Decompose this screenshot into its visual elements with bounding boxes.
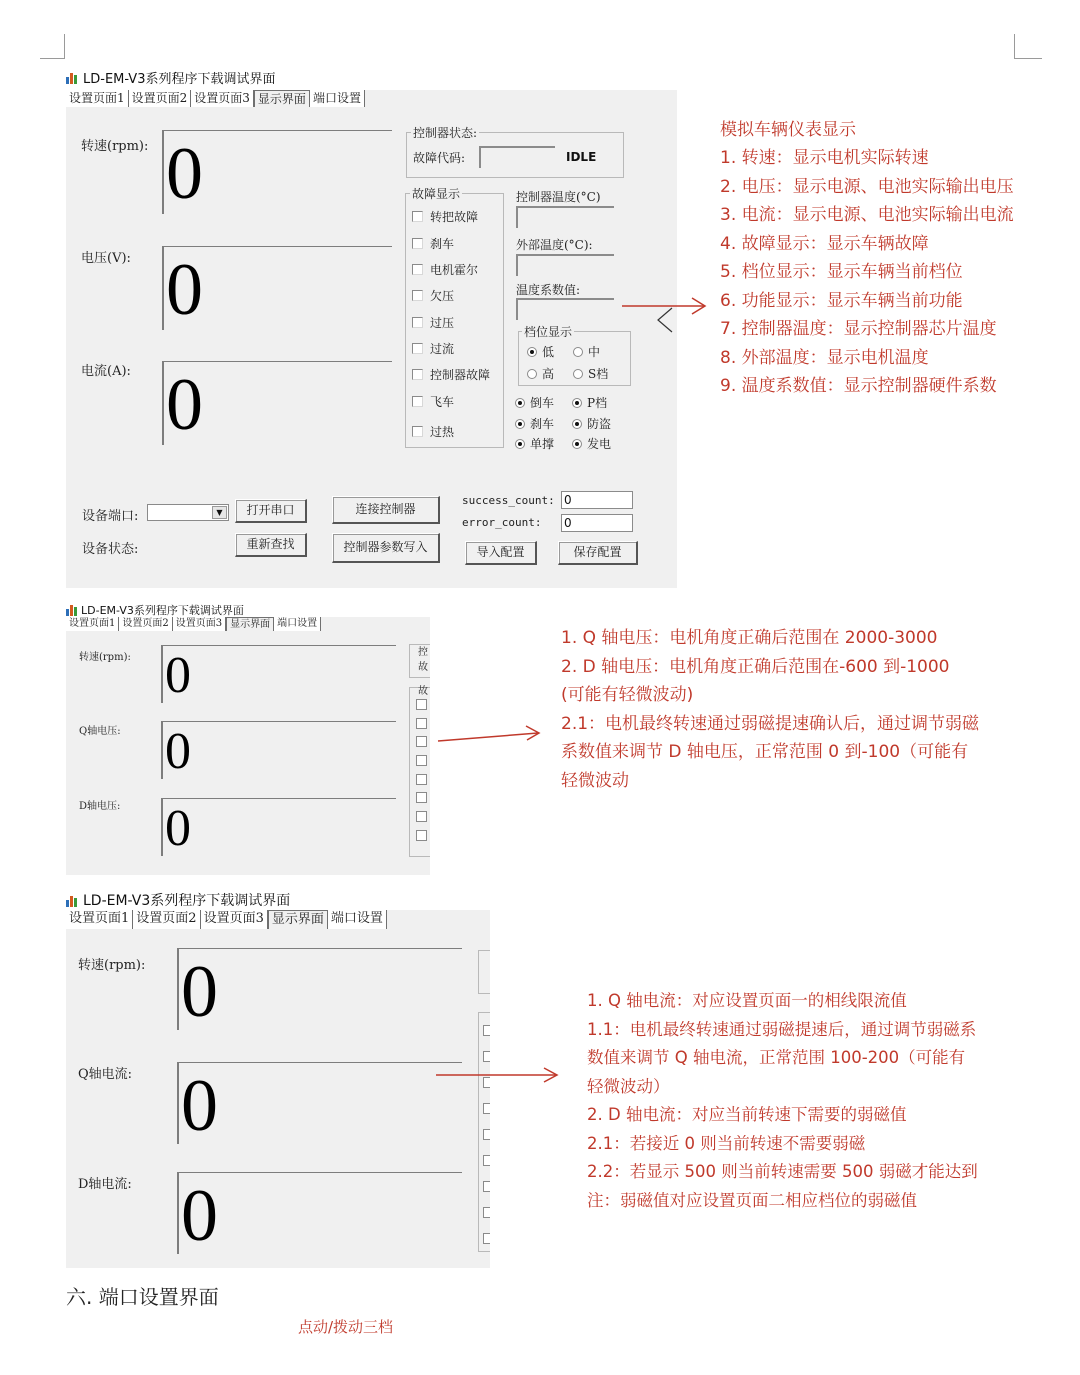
func-anti-theft[interactable]: 防盗: [572, 415, 611, 432]
gear-high-radio[interactable]: 高: [527, 365, 554, 382]
notes2-item: 轻微波动: [561, 770, 629, 791]
fault-checkbox[interactable]: [416, 774, 427, 785]
tab-settings-1[interactable]: 设置页面1: [66, 617, 119, 631]
display-panel-1: [66, 90, 677, 588]
fault-checkbox[interactable]: [483, 1103, 490, 1114]
voltage-gauge: [162, 246, 392, 330]
tab-bar: [66, 617, 321, 631]
app-icon: [66, 71, 79, 84]
fault-code-label: 故障代码:: [413, 151, 466, 165]
arrow-icon: [436, 723, 546, 745]
tab-settings-3[interactable]: 设置页面3: [201, 910, 268, 929]
func-reverse[interactable]: 倒车: [515, 394, 554, 411]
q-voltage-label: Q轴电压:: [79, 726, 121, 737]
fault-code-field: [479, 146, 555, 168]
success-count-label: success_count:: [462, 494, 555, 507]
rpm-value: 0: [166, 133, 203, 215]
func-single-stand[interactable]: 单撑: [515, 435, 554, 452]
tab-port-settings[interactable]: 端口设置: [328, 910, 387, 929]
gear-display-title: 档位显示: [524, 325, 573, 339]
tab-settings-3[interactable]: 设置页面3: [173, 617, 226, 631]
tab-settings-1[interactable]: 设置页面1: [66, 90, 129, 107]
q-voltage-value: 0: [165, 723, 191, 780]
rpm-value: 0: [165, 647, 191, 704]
rpm-gauge: [162, 130, 392, 214]
window-title-2: LD-EM-V3系列程序下载调试界面: [66, 602, 244, 618]
fault-checkbox[interactable]: [416, 792, 427, 803]
import-config-button[interactable]: 导入配置: [465, 541, 537, 565]
fault-checkbox[interactable]: [483, 1155, 490, 1166]
tab-settings-3[interactable]: 设置页面3: [191, 90, 254, 107]
controller-temp-field: [516, 206, 614, 228]
fault-checkbox[interactable]: [416, 699, 427, 710]
fault-checkbox[interactable]: [483, 1207, 490, 1218]
func-generate[interactable]: 发电: [572, 435, 611, 452]
controller-temp-label: 控制器温度(°C): [516, 190, 601, 204]
notes3-item: 注：弱磁值对应设置页面二相应档位的弱磁值: [587, 1190, 917, 1210]
notes1-item: 2. 电压：显示电源、电池实际输出电压: [720, 176, 1014, 197]
rpm-label: 转速(rpm):: [79, 652, 131, 663]
fault-checkbox[interactable]: [416, 736, 427, 747]
tab-display[interactable]: 显示界面: [254, 90, 310, 107]
section-heading: 六. 端口设置界面: [66, 1285, 219, 1309]
q-current-label: Q轴电流:: [78, 1067, 133, 1082]
temp-coef-label: 温度系数值:: [516, 283, 581, 297]
gear-display-group: [518, 325, 631, 386]
voltage-label: 电压(V):: [81, 251, 131, 266]
temp-coef-field: [516, 298, 614, 320]
notes3-item: 1.1：电机最终转速通过弱磁提速后，通过调节弱磁系: [587, 1019, 977, 1039]
tab-port-settings[interactable]: 端口设置: [310, 90, 365, 107]
fault-display-group: [409, 687, 430, 857]
controller-status-group: [409, 644, 430, 678]
q-voltage-gauge: [161, 721, 396, 779]
voltage-value: 0: [166, 249, 203, 331]
fault-overcurrent[interactable]: 过流: [412, 340, 454, 357]
fault-overheat[interactable]: 过热: [412, 423, 454, 440]
tab-display[interactable]: 显示界面: [226, 617, 274, 631]
notes1-item: 6. 功能显示：显示车辆当前功能: [720, 290, 963, 311]
notes2-item: 2.1：电机最终转速通过弱磁提速确认后，通过调节弱磁: [561, 713, 980, 734]
notes2-item: 2. D 轴电压：电机角度正确后范围在-600 到-1000: [561, 656, 950, 677]
fault-runaway[interactable]: 飞车: [412, 393, 454, 410]
d-voltage-gauge: [161, 798, 396, 856]
rpm-gauge: [161, 645, 396, 703]
fault-display-title: 故: [418, 686, 428, 697]
fault-undervoltage[interactable]: 欠压: [412, 287, 454, 304]
fault-checkbox[interactable]: [416, 830, 427, 841]
crop-mark-top-right: [1014, 34, 1042, 59]
rescan-button[interactable]: 重新查找: [235, 533, 307, 557]
q-current-gauge: [177, 1062, 462, 1147]
notes3-list: [587, 987, 978, 1215]
controller-status-group: [406, 126, 624, 178]
notes1-item: 4. 故障显示：显示车辆故障: [720, 233, 929, 254]
gear-low-radio[interactable]: 低: [527, 343, 554, 360]
notes1-title: 模拟车辆仪表显示: [720, 120, 856, 140]
display-panel-3: [66, 910, 490, 1268]
error-count-label: error_count:: [462, 516, 542, 529]
rpm-label: 转速(rpm):: [81, 139, 149, 154]
fault-display-group: [405, 187, 504, 448]
notes3-item: 2.1：若接近 0 则当前转速不需要弱磁: [587, 1133, 866, 1153]
open-port-button[interactable]: 打开串口: [235, 499, 307, 523]
notes3-item: 轻微波动）: [587, 1076, 670, 1096]
gear-s-radio[interactable]: S档: [573, 365, 608, 382]
notes1-item: 3. 电流：显示电源、电池实际输出电流: [720, 205, 1014, 225]
notes1-item: 5. 档位显示：显示车辆当前档位: [720, 262, 963, 282]
tab-settings-1[interactable]: 设置页面1: [66, 910, 133, 929]
error-count-field: [561, 514, 633, 532]
fault-display-title: 故障显示: [412, 187, 461, 201]
device-status-label: 设备状态:: [82, 542, 139, 557]
app-icon: [66, 605, 77, 616]
current-gauge: [162, 361, 392, 445]
notes1-item: 9. 温度系数值：显示控制器硬件系数: [720, 376, 997, 396]
controller-status-title: 控: [418, 647, 428, 658]
tab-settings-2[interactable]: 设置页面2: [129, 90, 192, 107]
fault-throttle[interactable]: 转把故障: [412, 208, 478, 225]
rpm-value: 0: [181, 951, 218, 1033]
notes1-list: [720, 144, 1014, 401]
fault-checkbox[interactable]: [483, 1129, 490, 1140]
tab-display[interactable]: 显示界面: [268, 910, 328, 929]
arrow-icon: [620, 286, 710, 336]
fault-checkbox[interactable]: [483, 1025, 490, 1036]
crop-mark-top-left: [40, 34, 65, 59]
notes1-item: 7. 控制器温度：显示控制器芯片温度: [720, 319, 997, 339]
fault-display-group: [478, 1012, 490, 1252]
notes1-item: 8. 外部温度：显示电机温度: [720, 347, 929, 368]
tab-settings-2[interactable]: 设置页面2: [133, 910, 200, 929]
notes3-item: 数值来调节 Q 轴电流，正常范围 100-200（可能有: [587, 1048, 966, 1067]
display-panel-2: [66, 617, 430, 875]
fault-code-label: 故: [418, 662, 428, 673]
success-count-field: [561, 491, 633, 509]
fault-brake[interactable]: 刹车: [412, 235, 454, 252]
success-count-value: 0: [564, 493, 572, 507]
notes3-item: 1. Q 轴电流：对应设置页面一的相线限流值: [587, 991, 907, 1010]
notes1-item: 1. 转速：显示电机实际转速: [720, 148, 929, 168]
device-port-select[interactable]: [147, 504, 229, 521]
func-p-gear[interactable]: P档: [572, 394, 607, 411]
write-params-button[interactable]: 控制器参数写入: [332, 533, 440, 563]
d-voltage-value: 0: [165, 800, 191, 857]
notes2-list: [561, 624, 979, 795]
external-temp-label: 外部温度(°C):: [516, 238, 593, 252]
tab-settings-2[interactable]: 设置页面2: [119, 617, 172, 631]
notes2-item: 1. Q 轴电压：电机角度正确后范围在 2000-3000: [561, 628, 938, 648]
save-config-button[interactable]: 保存配置: [558, 541, 638, 565]
tab-bar: [66, 910, 387, 929]
external-temp-field: [516, 254, 614, 276]
d-current-gauge: [177, 1172, 462, 1257]
fault-checkbox[interactable]: [416, 755, 427, 766]
app-icon: [66, 893, 79, 907]
arrow-icon: [434, 1066, 564, 1084]
fault-checkbox[interactable]: [483, 1051, 490, 1062]
connect-controller-button[interactable]: 连接控制器: [332, 496, 440, 524]
tab-bar: [66, 90, 365, 107]
controller-state: IDLE: [566, 150, 597, 164]
d-voltage-label: D轴电压:: [79, 801, 121, 812]
window-title-3: LD-EM-V3系列程序下载调试界面: [66, 890, 290, 910]
notes3-item: 2.2：若显示 500 则当前转速需要 500 弱磁才能达到: [587, 1162, 978, 1181]
d-current-value: 0: [181, 1175, 218, 1257]
fault-checkbox[interactable]: [416, 811, 427, 822]
notes2-item: 系数值来调节 D 轴电压，正常范围 0 到-100（可能有: [561, 742, 969, 762]
fault-motor-hall[interactable]: 电机霍尔: [412, 261, 478, 278]
device-port-label: 设备端口:: [82, 509, 139, 524]
controller-status-group: [478, 950, 490, 994]
d-current-label: D轴电流:: [78, 1177, 132, 1192]
func-brake[interactable]: 刹车: [515, 415, 554, 432]
tab-port-settings[interactable]: 端口设置: [274, 617, 321, 631]
error-count-value: 0: [564, 516, 572, 530]
rpm-label: 转速(rpm):: [78, 958, 146, 973]
q-current-value: 0: [181, 1065, 218, 1147]
fault-controller[interactable]: 控制器故障: [412, 366, 490, 383]
gear-mid-radio[interactable]: 中: [573, 343, 600, 360]
window-title-1: LD-EM-V3系列程序下载调试界面: [66, 68, 275, 87]
fault-checkbox[interactable]: [483, 1233, 490, 1244]
current-label: 电流(A):: [81, 364, 131, 379]
chevron-down-icon[interactable]: ▼: [212, 506, 227, 519]
rpm-gauge: [177, 948, 462, 1033]
caption: 点动/拨动三档: [298, 1318, 394, 1336]
fault-checkbox[interactable]: [483, 1181, 490, 1192]
fault-overvoltage[interactable]: 过压: [412, 314, 454, 331]
fault-checkbox[interactable]: [416, 718, 427, 729]
controller-status-title: 控制器状态:: [413, 126, 478, 140]
notes3-item: 2. D 轴电流：对应当前转速下需要的弱磁值: [587, 1105, 907, 1124]
notes2-item: (可能有轻微波动): [561, 685, 694, 705]
current-value: 0: [166, 364, 203, 446]
